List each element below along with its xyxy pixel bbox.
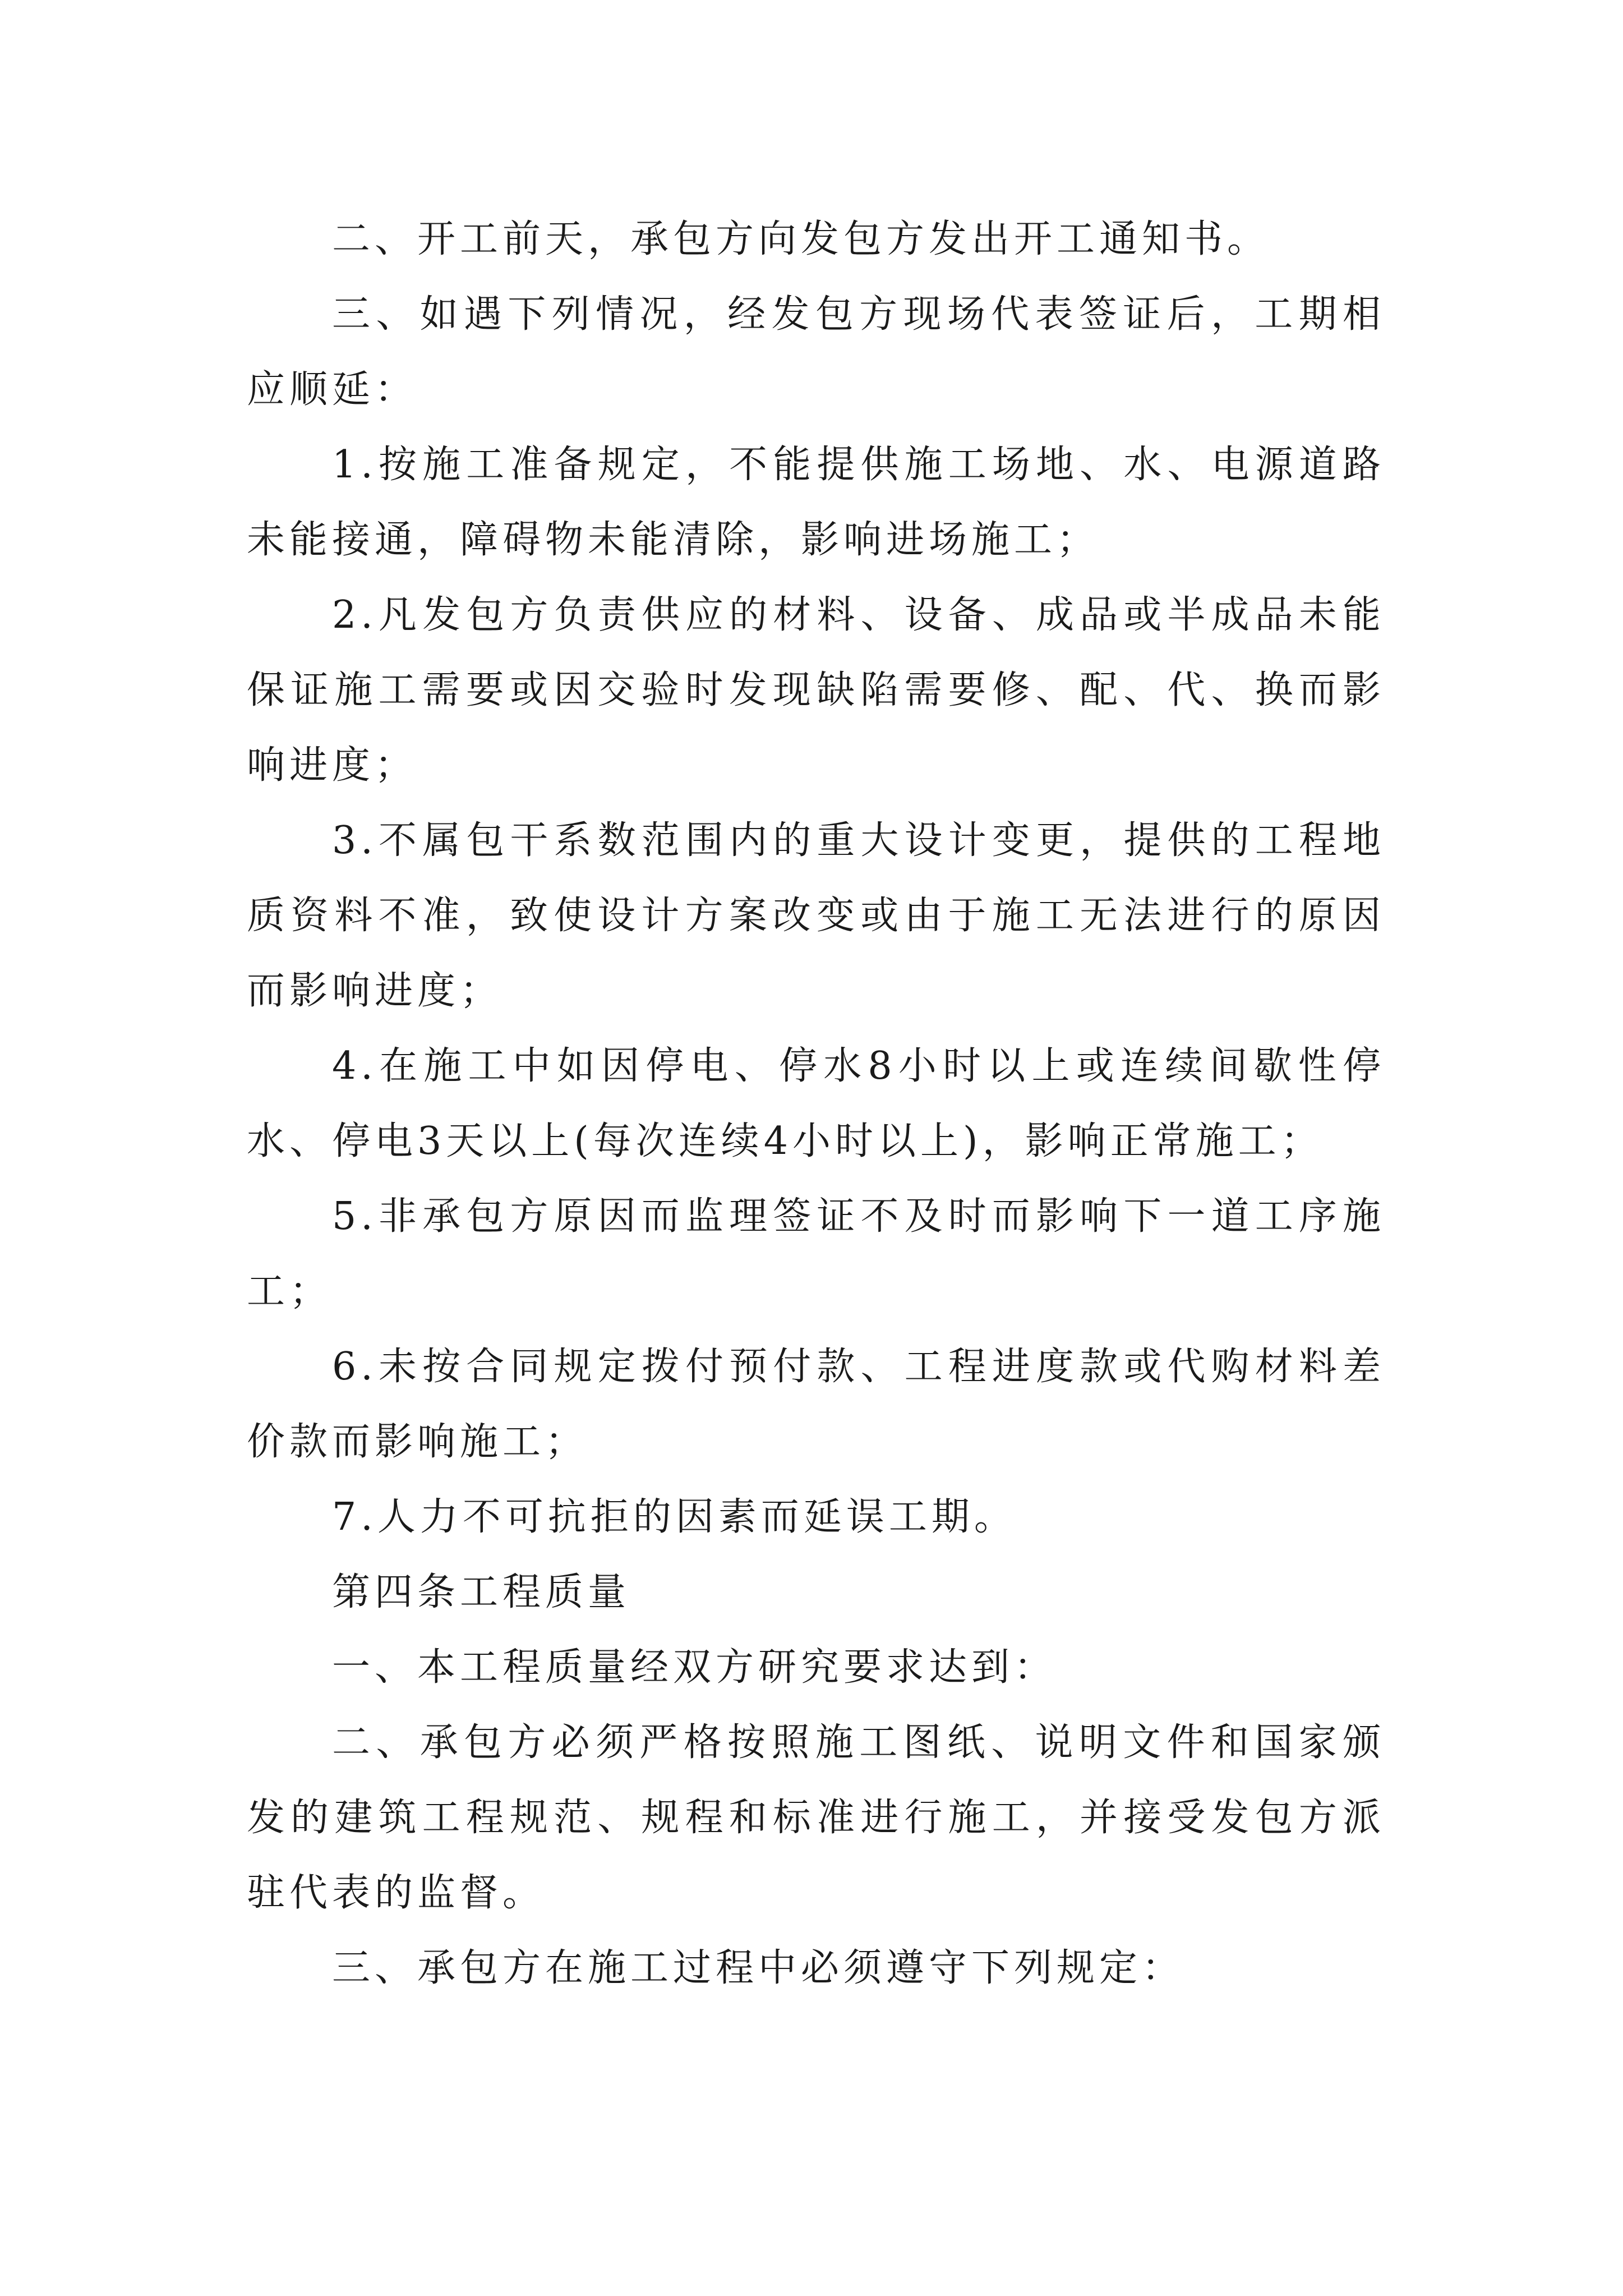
- paragraph: 一、本工程质量经双方研究要求达到：: [332, 1645, 1057, 1690]
- paragraph: 2.凡发包方负责供应的材料、设备、成品或半成品未能保证施工需要或因交验时发现缺陷需要修、配、代、换而影响进度；: [247, 593, 1385, 788]
- paragraph: 4.在施工中如因停电、停水8小时以上或连续间歇性停水、停电3天以上(每次连续4小时以上)，影响正常施工；: [247, 1044, 1385, 1163]
- paragraph: 1.按施工准备规定，不能提供施工场地、水、电源道路未能接通，障碍物未能清除，影响进场施工；: [247, 443, 1385, 562]
- paragraph: 三、如遇下列情况，经发包方现场代表签证后，工期相应顺延：: [247, 292, 1385, 412]
- paragraph: 3.不属包干系数范围内的重大设计变更，提供的工程地质资料不准，致使设计方案改变或由于施工无法进行的原因而影响进度；: [247, 818, 1385, 1013]
- paragraph: 6.未按合同规定拨付预付款、工程进度款或代购材料差价款而影响施工；: [247, 1345, 1385, 1464]
- document-body: [247, 202, 1385, 2006]
- paragraph: 5.非承包方原因而监理签证不及时而影响下一道工序施工；: [247, 1194, 1385, 1314]
- paragraph: 三、承包方在施工过程中必须遵守下列规定：: [332, 1946, 1185, 1990]
- paragraph: 二、承包方必须严格按照施工图纸、说明文件和国家颁发的建筑工程规范、规程和标准进行施工，并接受发包方派驻代表的监督。: [247, 1720, 1385, 1915]
- section-heading: 第四条工程质量: [332, 1570, 631, 1614]
- paragraph: 二、开工前天，承包方向发包方发出开工通知书。: [332, 217, 1270, 261]
- paragraph: 7.人力不可抗拒的因素而延误工期。: [332, 1495, 1017, 1539]
